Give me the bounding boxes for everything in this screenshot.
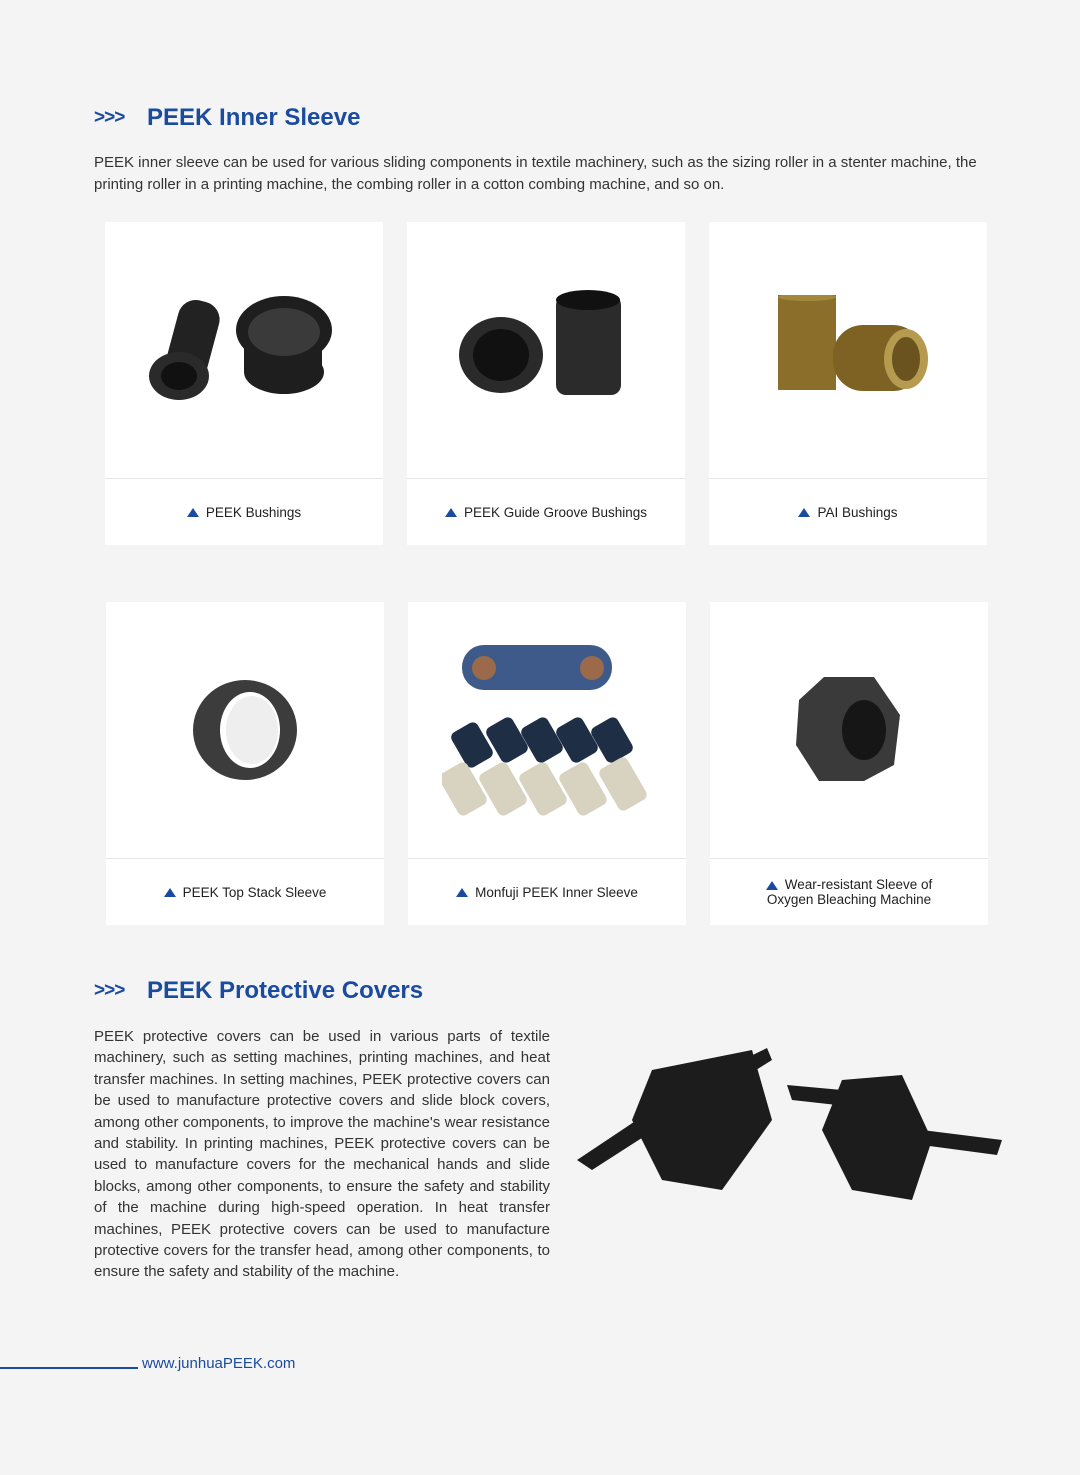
product-card [407,222,685,545]
heading: PEEK Protective Covers [147,977,424,1004]
product-card [106,602,384,925]
arrows-icon: >>> [94,980,125,1001]
product-card [105,222,383,545]
triangle-icon [766,881,778,890]
product-image-guide-groove-bushings [407,222,685,479]
arrows-icon: >>> [94,107,125,128]
product-card [408,602,686,925]
product-image-top-stack-sleeve [106,602,384,859]
product-caption [709,479,987,545]
section-title-inner-sleeve [94,104,360,132]
caption-text: Wear-resistant Sleeve of [784,877,933,892]
footer-url[interactable]: www.junhuaPEEK.com [142,1355,296,1372]
triangle-icon [798,508,810,517]
caption-text: Monfuji PEEK Inner Sleeve [475,884,638,900]
caption-text: PEEK Guide Groove Bushings [463,504,648,520]
triangle-icon [164,888,176,897]
product-image-pai-bushings [709,222,987,479]
caption-text: PEEK Top Stack Sleeve [182,884,327,900]
section-title-protective-covers [94,977,423,1005]
product-caption [105,479,383,545]
product-image-monfuji-inner-sleeve [408,602,686,859]
product-card [710,602,988,925]
triangle-icon [445,508,457,517]
triangle-icon [456,888,468,897]
product-image-wear-resistant-sleeve [710,602,988,859]
product-card [709,222,987,545]
caption-text: PEEK Bushings [205,504,302,520]
product-caption [408,859,686,925]
triangle-icon [187,508,199,517]
product-caption [106,859,384,925]
product-image-peek-bushings [105,222,383,479]
product-caption [407,479,685,545]
footer-divider [0,1367,138,1369]
caption-text: PAI Bushings [817,504,898,520]
intro-paragraph: PEEK inner sleeve can be used for various sliding components in textile machinery, such as the sizing roller in a stenter machine, the printing roller in a printing machine, the combing roller in a cotton combing machine, and so on. [94,154,977,193]
heading: PEEK Inner Sleeve [147,104,361,131]
caption-text: Oxygen Bleaching Machine [766,892,932,907]
protective-covers-paragraph: PEEK protective covers can be used in various parts of textile machinery, such as setting machines, printing machines, and heat transfer machines. In setting machines, PEEK protective covers can be used to manufacture protective covers and slide block covers, among other components, to improve the machine's wear resistance and stability. In printing machines, PEEK protective covers can be used to manufacture covers for the mechanical hands and slide blocks, among other components, to ensure the safety and stability of the machine during high-speed operation. In heat transfer machines, PEEK protective covers can be used to manufacture protective covers for the transfer head, among other components, to ensure the safety and stability of the machine. [94,1028,550,1281]
protective-covers-image [572,1040,1002,1220]
product-caption [710,859,988,925]
